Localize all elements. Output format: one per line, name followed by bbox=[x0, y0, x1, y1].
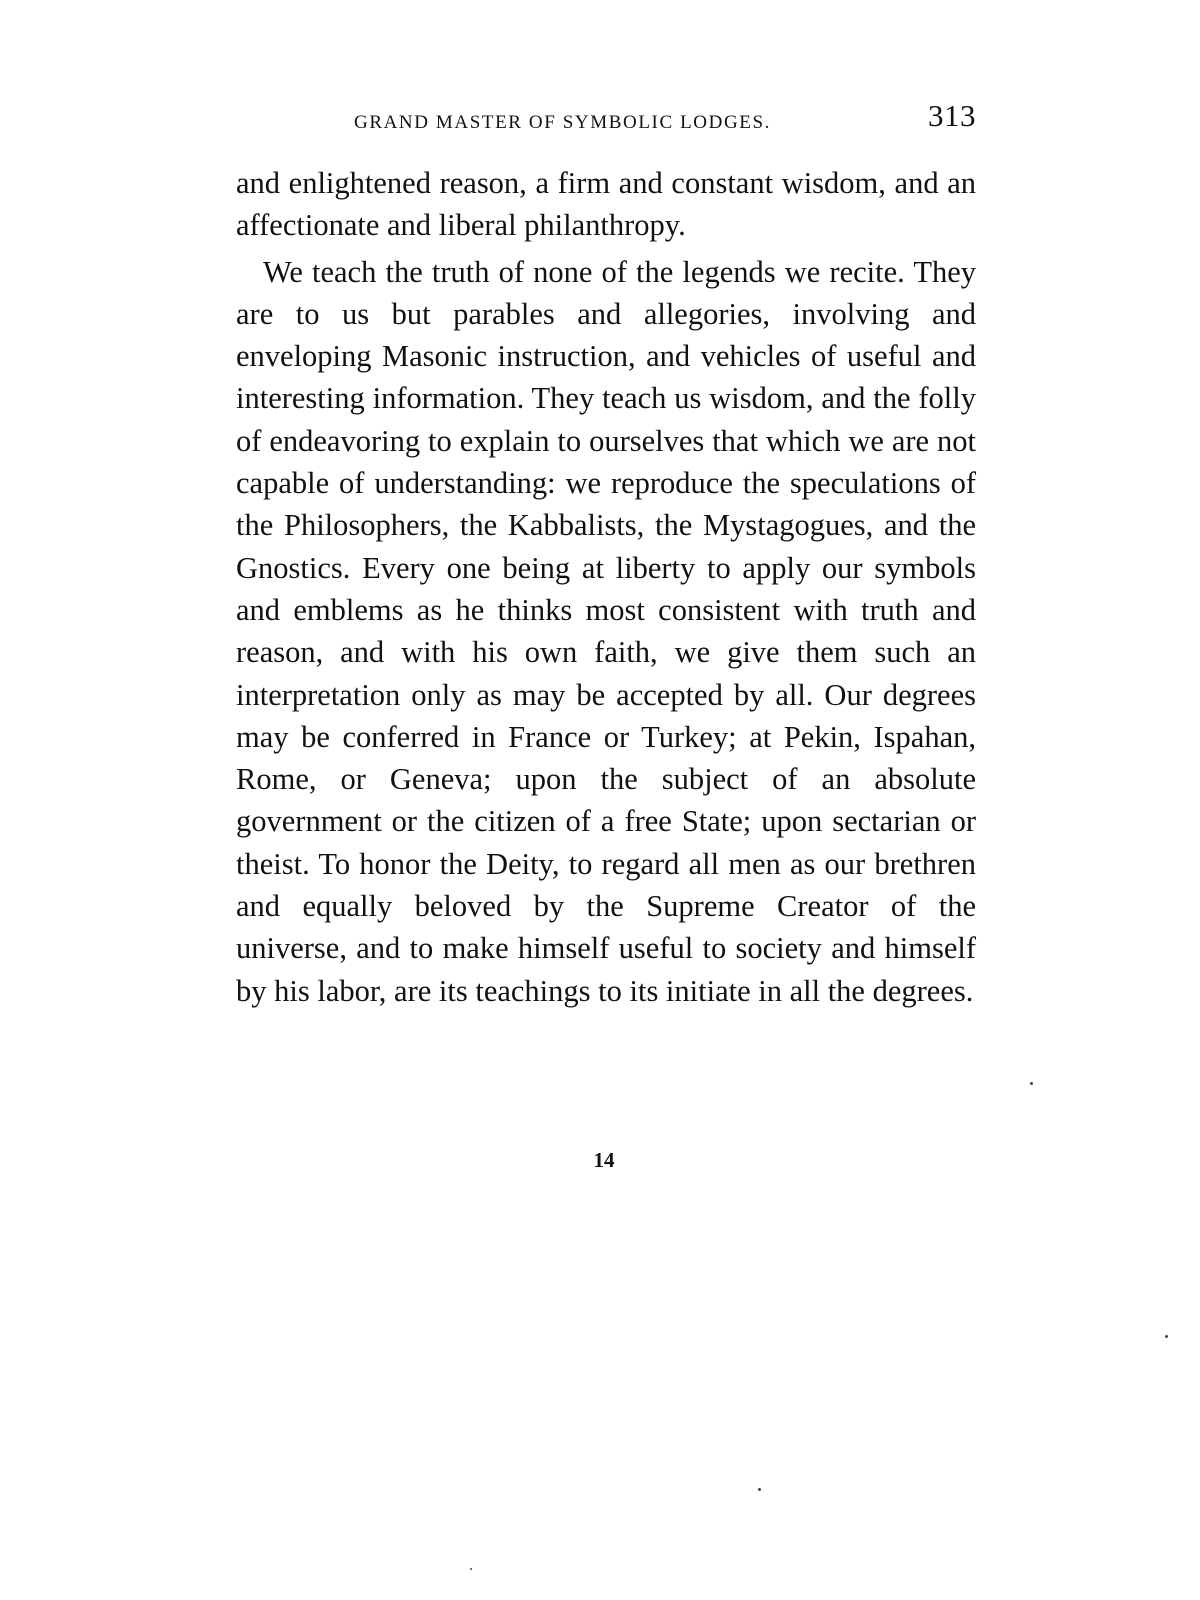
paragraph: We teach the truth of none of the legends we recite. They are to us but parables and allegories, involving and enveloping Masonic instruction, and vehicles of useful and interesting information. They teach us wisdom, and the folly of endeavoring to explain to ourselves that which we are not capable of understanding: we reproduce the speculations of the Philosophers, the Kabbalists, the Mystagogues, and the Gnostics. Every one being at liberty to apply our symbols and emblems as he thinks most consistent with truth and reason, and with his own faith, we give them such an interpretation only as may be accepted by all. Our degrees may be conferred in France or Turkey; at Pekin, Ispahan, Rome, or Geneva; upon the subject of an absolute government or the citizen of a free State; upon sectarian or theist. To honor the Deity, to regard all men as our brethren and equally beloved by the Supreme Creator of the universe, and to make himself useful to society and himself by his labor, are its teachings to its initiate in all the degrees. bbox=[236, 254, 976, 1008]
running-title: GRAND MASTER OF SYMBOLIC LODGES. bbox=[354, 112, 771, 133]
scan-speck bbox=[1030, 1082, 1033, 1085]
running-head bbox=[236, 96, 976, 144]
paragraph-continued: and enlightened reason, a firm and constant wisdom, and an affectionate and liberal philanthropy. bbox=[236, 166, 976, 243]
page-number: 313 bbox=[928, 98, 976, 133]
scan-speck bbox=[758, 1488, 761, 1491]
scan-speck bbox=[470, 1568, 472, 1570]
scan-speck bbox=[1165, 1335, 1168, 1338]
signature-mark: 14 bbox=[593, 1148, 615, 1172]
body-text bbox=[236, 162, 976, 1012]
